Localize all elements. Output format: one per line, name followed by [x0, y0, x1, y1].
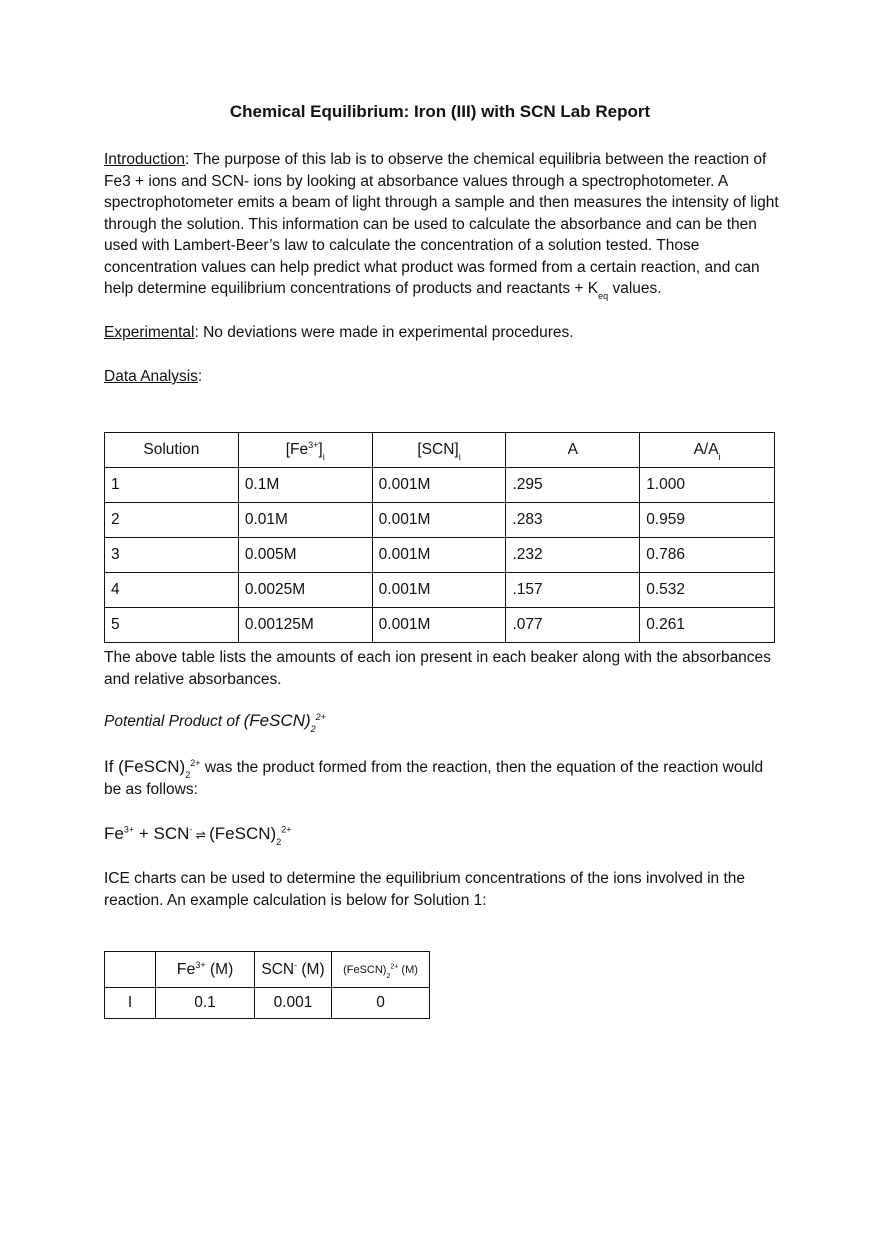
product-heading: Potential Product of $(FeSCN)_2^{2+}$	[104, 711, 326, 735]
table-caption: The above table lists the amounts of each ion present in each beaker along with the absorbances and relative absorbances.	[104, 649, 771, 688]
data-analysis-label: Data Analysis	[104, 368, 198, 385]
table-row: 3 0.005M 0.001M .232 0.786	[105, 538, 775, 573]
table-row: 1 0.1M 0.001M .295 1.000	[105, 468, 775, 503]
ice-header-row	[105, 952, 430, 988]
ice-header-product: $(FeSCN)_2^{2+}$ (M)	[332, 952, 430, 988]
absorbance-table	[104, 432, 775, 643]
introduction-text: : The purpose of this lab is to observe the chemical equilibria between the reaction of Fe3 + ions and SCN- ions by looking at absorbance values through a spectrophotometer. A spectrophotometer emits a beam of light through a sample and then measures the intensity of light through the solution. This information can be used to calculate the absorbance and can be then used with Lambert-Beer’s law to calculate the concentration of a solution tested. Those concentration values can help predict what product was formed from a certain reaction, and can help determine equilibrium concentrations of products and reactants + K	[104, 151, 779, 297]
data-analysis-heading: Data Analysis:	[104, 368, 203, 385]
ice-row-initial: I 0.1 0.001 0	[105, 988, 430, 1019]
ice-header-scn: SCN- (M)	[255, 952, 332, 988]
table-row: 5 0.00125M 0.001M .077 0.261	[105, 608, 775, 643]
reaction-equation: $Fe^{3+} + SCN^-$ ⇌ $(FeSCN)_2^{2+}$	[104, 824, 292, 848]
header-scn: $[SCN]_i$	[372, 433, 506, 468]
introduction-tail: values.	[608, 280, 662, 297]
table-row: 4 0.0025M 0.001M .157 0.532	[105, 573, 775, 608]
header-ratio: $A/A_i$	[640, 433, 775, 468]
experimental-label: Experimental	[104, 324, 195, 341]
introduction-label: Introduction	[104, 151, 185, 168]
experimental-text: : No deviations were made in experimental procedures.	[194, 324, 574, 341]
header-absorbance: A	[506, 433, 640, 468]
equilibrium-arrow-icon: ⇌	[192, 828, 210, 842]
ice-header-blank	[105, 952, 156, 988]
keq-subscript: eq	[598, 291, 609, 302]
experimental-paragraph	[104, 322, 780, 344]
ice-header-fe: $Fe^{3+}$ (M)	[156, 952, 255, 988]
introduction-paragraph	[104, 149, 780, 300]
header-fe: $[Fe^{3+}]_i$	[238, 433, 372, 468]
if-paragraph: If $(FeSCN)_2^{2+}$ was the product formed from the reaction, then the equation of the reaction would be as follows:	[104, 757, 764, 798]
table-header-row	[105, 433, 775, 468]
ice-paragraph: ICE charts can be used to determine the equilibrium concentrations of the ions involved in the reaction. An example calculation is below for Solution 1:	[104, 870, 746, 909]
table-row: 2 0.01M 0.001M .283 0.959	[105, 503, 775, 538]
header-solution: Solution	[105, 433, 239, 468]
ice-table	[104, 951, 430, 1019]
report-title: Chemical Equilibrium: Iron (III) with SCN Lab Report	[229, 102, 651, 121]
